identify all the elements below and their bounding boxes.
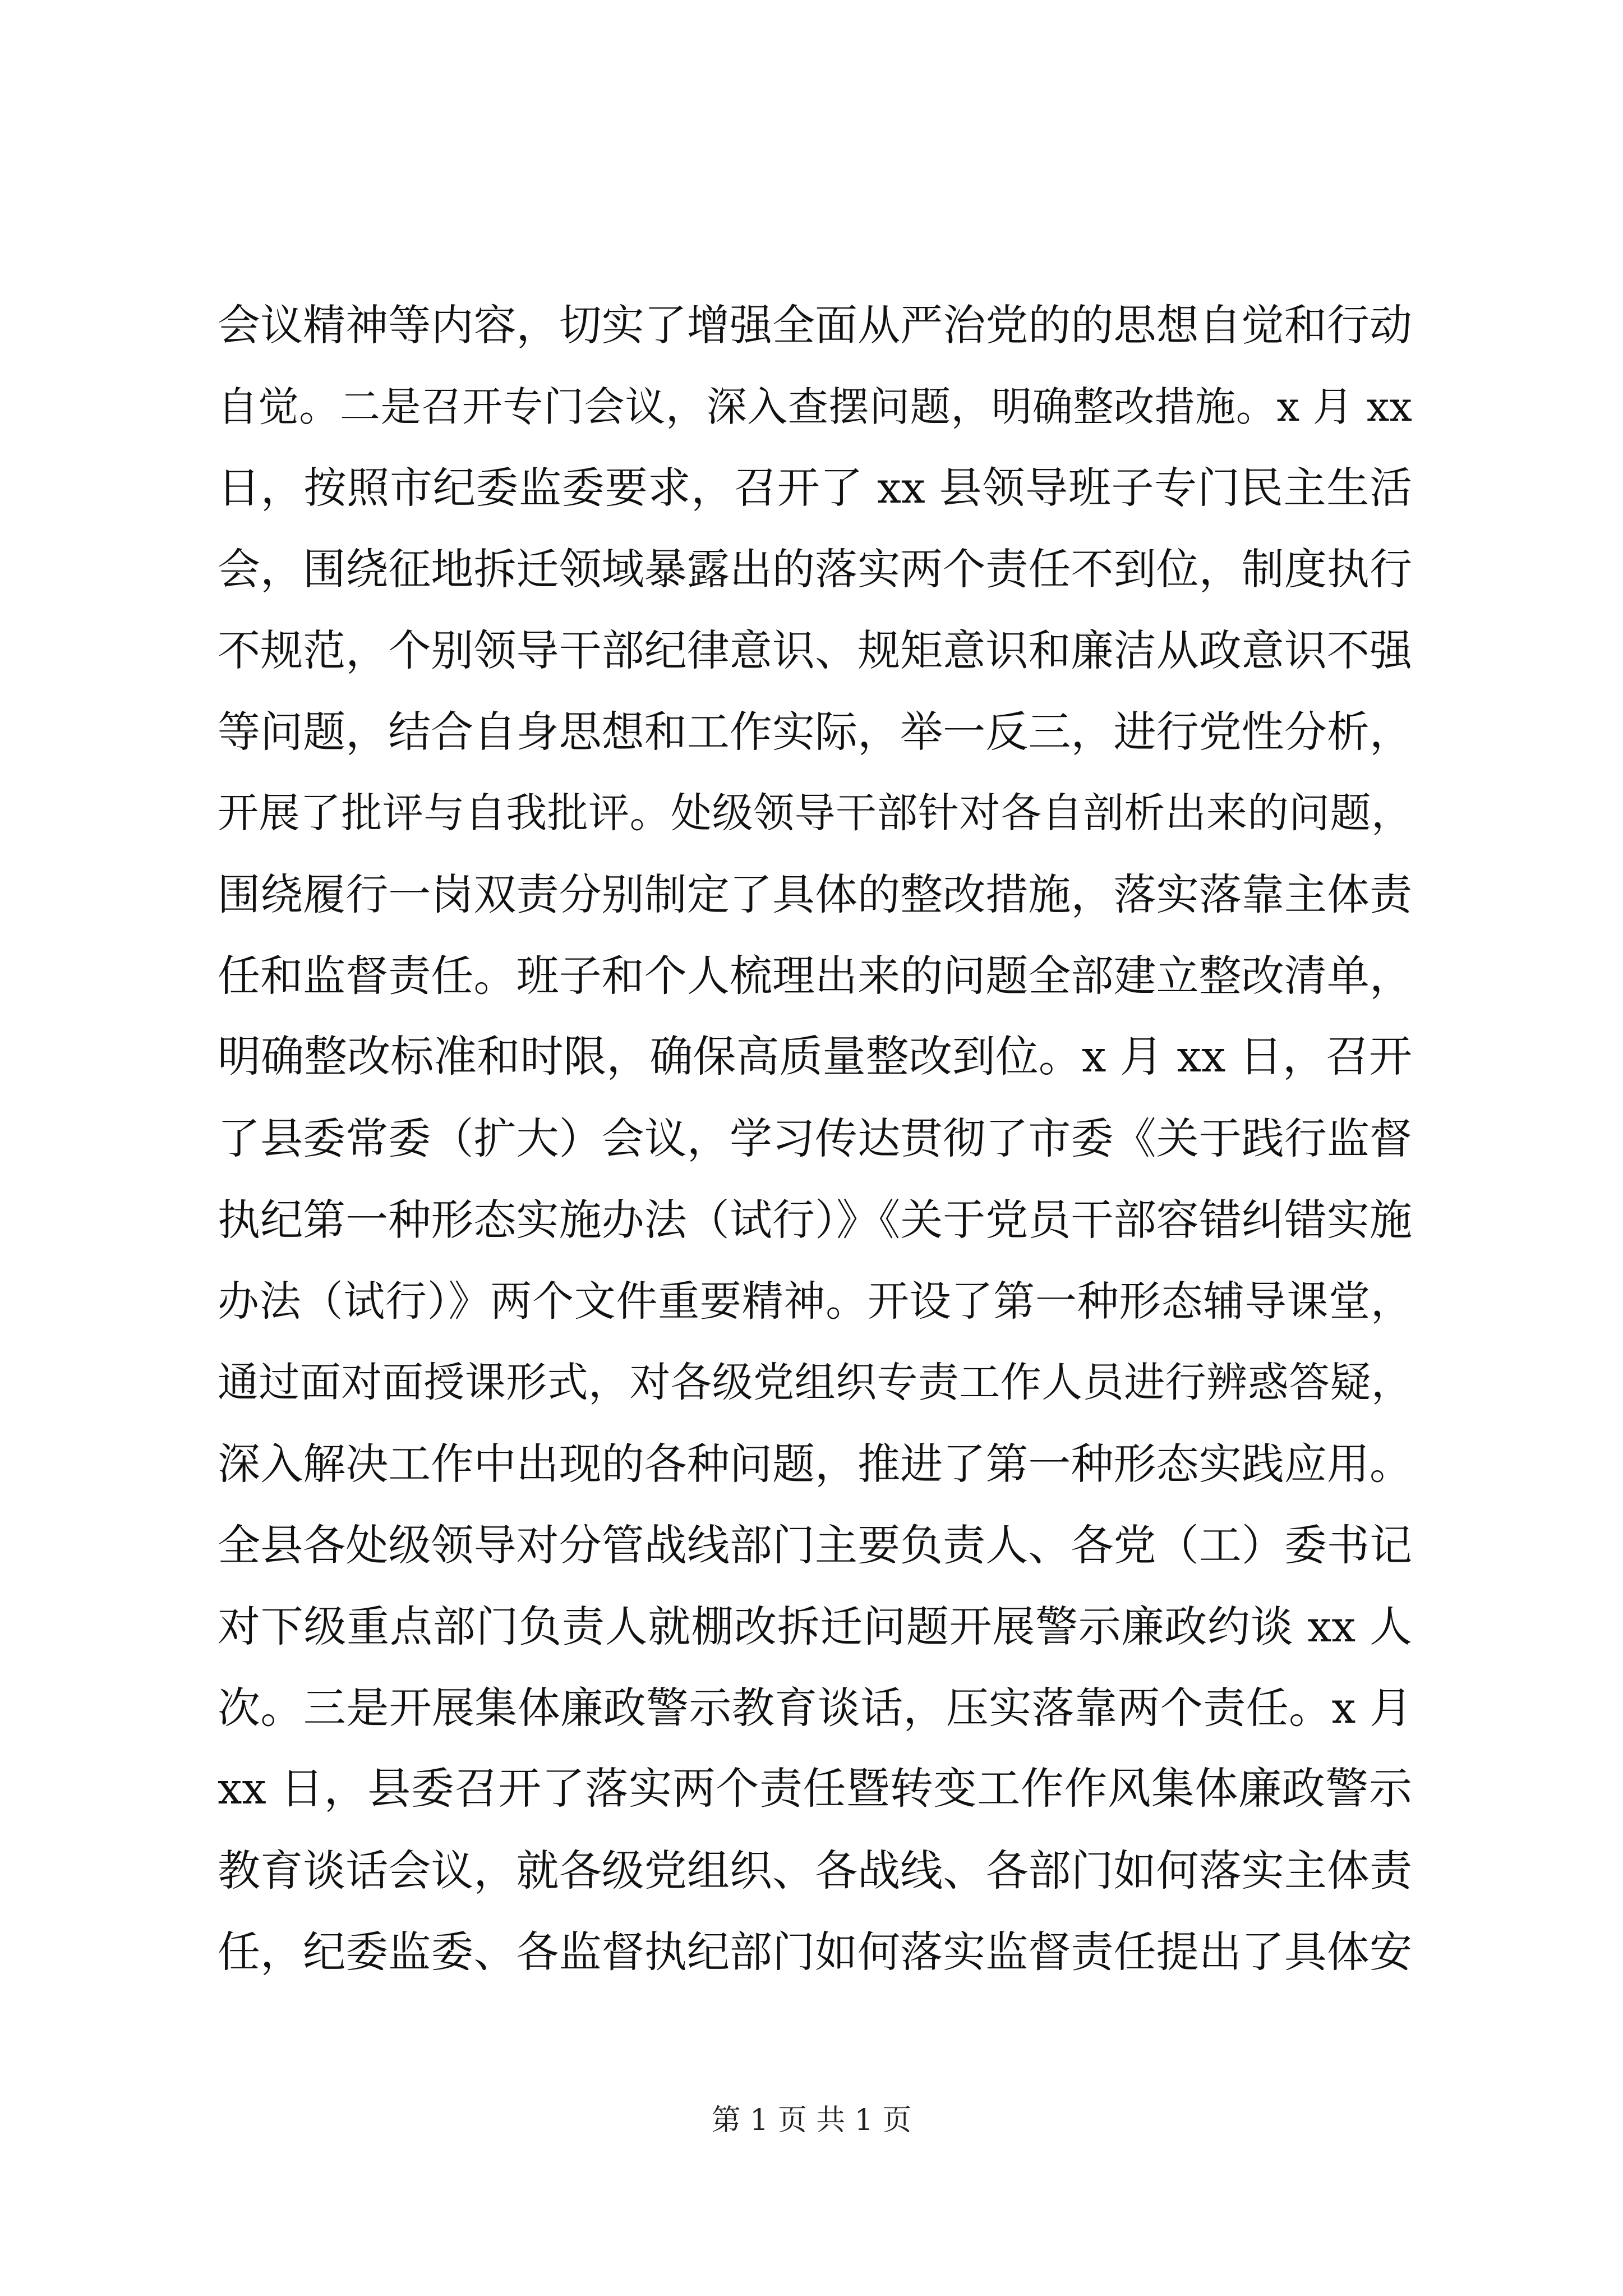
text-line-14: 通过面对面授课形式，对各级党组织专责工作人员进行辨惑答疑， — [218, 1359, 1412, 1406]
text-line-4: 会，围绕征地拆迁领域暴露出的落实两个责任不到位，制度执行 — [218, 544, 1412, 594]
page-footer: 第 1 页 共 1 页 — [711, 2104, 912, 2137]
text-line-5: 不规范，个别领导干部纪律意识、规矩意识和廉洁从政意识不强 — [218, 625, 1412, 675]
text-line-6: 等问题，结合自身思想和工作实际，举一反三，进行党性分析， — [218, 707, 1412, 757]
text-line-12: 执纪第一种形态实施办法（试行）》《关于党员干部容错纠错实施 — [218, 1195, 1412, 1245]
text-line-18: 次。三是开展集体廉政警示教育谈话，压实落靠两个责任。x 月 — [218, 1683, 1412, 1733]
text-line-7: 开展了批评与自我批评。处级领导干部针对各自剖析出来的问题， — [218, 789, 1412, 837]
text-line-20: 教育谈话会议，就各级党组织、各战线、各部门如何落实主体责 — [218, 1846, 1412, 1895]
text-line-16: 全县各处级领导对分管战线部门主要负责人、各党（工）委书记 — [218, 1520, 1412, 1570]
text-line-3: 日，按照市纪委监委要求，召开了 xx 县领导班子专门民主生活 — [218, 463, 1412, 513]
text-line-19: xx 日，县委召开了落实两个责任暨转变工作作风集体廉政警示 — [218, 1764, 1412, 1814]
text-line-1: 会议精神等内容，切实了增强全面从严治党的的思想自觉和行动 — [218, 300, 1412, 350]
text-line-13: 办法（试行）》两个文件重要精神。开设了第一种形态辅导课堂， — [218, 1277, 1412, 1326]
text-line-9: 任和监督责任。班子和个人梳理出来的问题全部建立整改清单， — [218, 951, 1412, 1001]
text-line-10: 明确整改标准和时限，确保高质量整改到位。x 月 xx 日，召开 — [218, 1032, 1412, 1082]
text-line-8: 围绕履行一岗双责分别制定了具体的整改措施，落实落靠主体责 — [218, 869, 1412, 919]
text-line-21: 任，纪委监委、各监督执纪部门如何落实监督责任提出了具体安 — [218, 1927, 1412, 1977]
text-line-11: 了县委常委（扩大）会议，学习传达贯彻了市委《关于践行监督 — [218, 1114, 1412, 1163]
text-line-15: 深入解决工作中出现的各种问题，推进了第一种形态实践应用。 — [218, 1439, 1412, 1489]
text-line-17: 对下级重点部门负责人就棚改拆迁问题开展警示廉政约谈 xx 人 — [218, 1602, 1412, 1651]
text-line-2: 自觉。二是召开专门会议，深入查摆问题，明确整改措施。x 月 xx — [218, 383, 1412, 430]
